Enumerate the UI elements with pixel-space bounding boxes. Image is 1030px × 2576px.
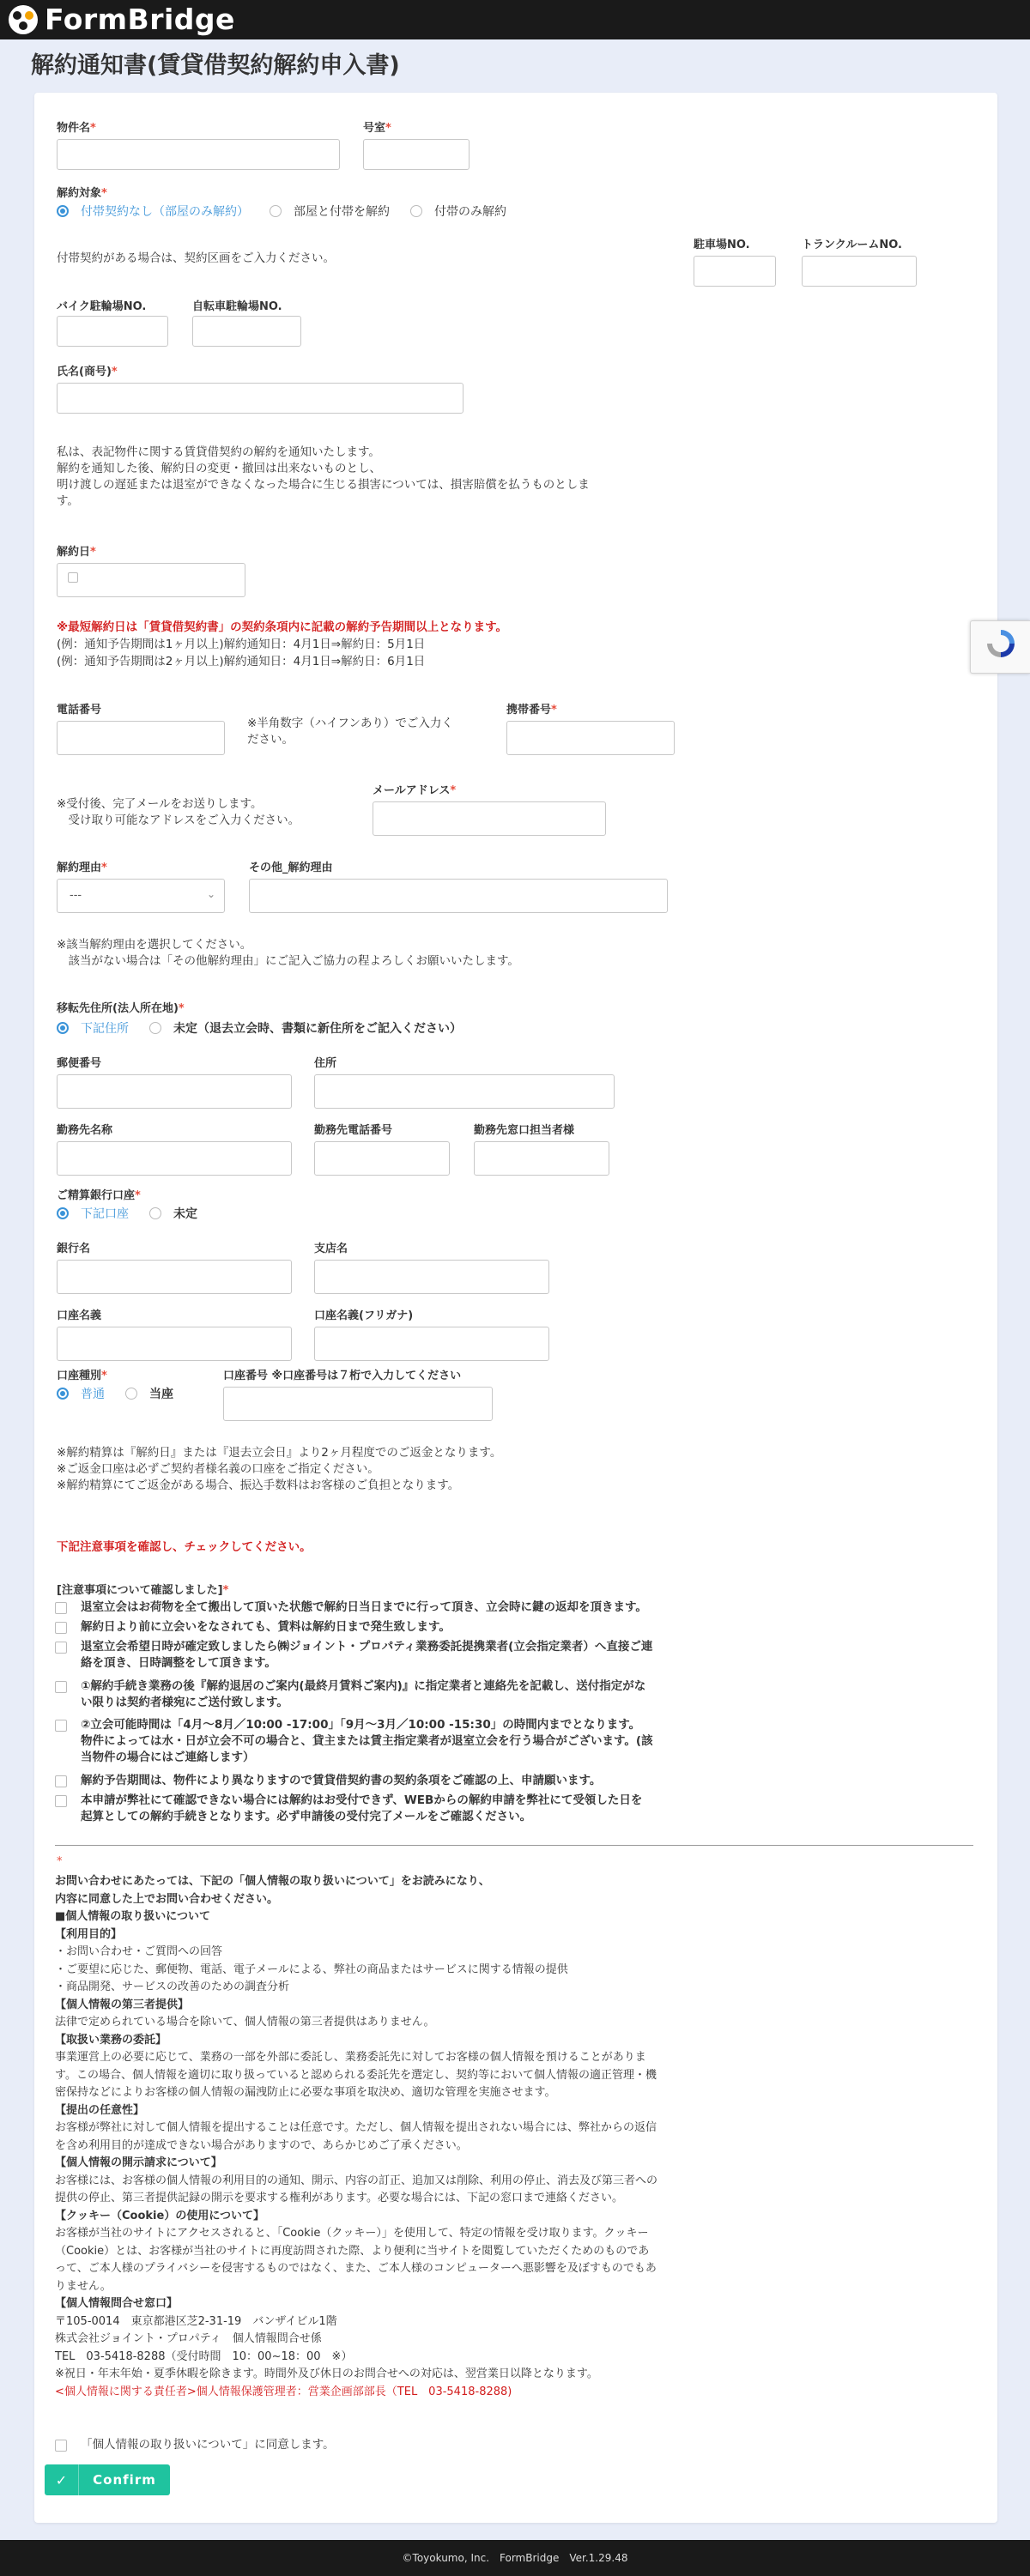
privacy-paragraph: ・お問い合わせ・ご質問への回答 bbox=[55, 1945, 223, 1958]
chevron-down-icon: ⌄ bbox=[206, 888, 215, 900]
trunk-no-input[interactable] bbox=[802, 256, 917, 287]
radio-account-ordinary[interactable]: 普通 bbox=[57, 1385, 105, 1402]
holder-kana-label: 口座名義(フリガナ) bbox=[314, 1309, 414, 1322]
cancel-date-label: 解約日* bbox=[57, 546, 96, 559]
privacy-policy: お問い合わせにあたっては、下記の「個人情報の取り扱いについて」をお読みになり、 内容に同意した上でお問い合わせください。 ■個人情報の取り扱いについて 【利用目的】 ・お問い合わせ・ご質問への回答 ・ご要望に応じた、郵便物、電話、電子メールによる、弊社の商品またはサービスに関する情報の提供 ・商品開発、サービスの改善のための調査分析 【個人情報の第三者提供】 法律で定められている場合を除いて、個人情報の第三者提供はありません。 【取扱い業務の委託】 事業運営上の必要に応じて、業務の一部を外部に委託し、業務委託先に対してお客様の個人情報を預けることがありま す。この場合、個人情報を適切に取り扱っていると認められる委託先を選定し、契約等において個人情報の適正管理・機 密保持などによりお客様の個人情報の漏洩防止に必要な事項を取決め、適切な管理を実施させます。 【提出の任意性】 お客様が弊社に対して個人情報を提出することは任意です。ただし、個人情報を提出されない場合には、弊社からの返信 を含め利用目的が達成できない場合がありますので、あらかじめご了承ください。 【個人情報の開示請求について】 お客様には、お客様の個人情報の利用目的の通知、開示、内容の訂正、追加又は削除、利用の停止、消去及び第三者への 提供の停止、第三者提供記録の開示を要求する権利があります。必要な場合には、下記の窓口まで連絡ください。 【クッキー（Cookie）の使用について】 お客様が当社のサイトにアクセスされると、「Cookie（クッキー）」を使用して、特定の情報を受け取ります。クッキー （Cookie）とは、お客様が当社のサイトに再度訪問された際、より便利に当サイトを閲覧していただくためのものであ って、ご本人様のプライバシーを侵害するものではなく、また、ご本人様のコンピューターへ悪影響を及ぼすものでもあ りません。 【個人情報問合せ窓口】 〒105-0014 東京都港区芝2-31-19 バンザイビル1階 株式会社ジョイント・プロパティ 個人情報問合せ係 TEL 03-5418-8288（受付時間 10：00~18：00 ※） ※祝日・年末年始・夏季休暇を除きます。時間外及び休日のお問合せへの対応は、翌営業日以降となります。 <個人情報に関する責任者>個人情報保護管理者：営業企画部部長（TEL 03-5418-8288) bbox=[55, 1873, 785, 2401]
check-item[interactable]: 解約予告期間は、物件により異なりますので賃貸借契約書の契約条項をご確認の上、申請願います。 bbox=[55, 1773, 601, 1789]
company-label: 勤務先名称 bbox=[57, 1124, 113, 1137]
trunk-no-label: トランクルームNO. bbox=[802, 239, 902, 251]
address-label: 住所 bbox=[314, 1057, 337, 1070]
radio-address-undecided[interactable]: 未定（退去立会時、書類に新住所をご記入ください） bbox=[149, 1019, 462, 1037]
privacy-sections bbox=[55, 1908, 785, 2384]
radio-account-checking[interactable]: 当座 bbox=[125, 1385, 173, 1402]
address-input[interactable] bbox=[314, 1074, 615, 1109]
account-type-radio-group bbox=[57, 1385, 194, 1402]
form-card bbox=[34, 93, 997, 2523]
reason-label: 解約理由* bbox=[57, 862, 107, 874]
reason-select[interactable]: --- ⌄ bbox=[57, 879, 225, 913]
branch-label: 支店名 bbox=[314, 1243, 348, 1255]
privacy-agree-checkbox[interactable]: 「個人情報の取り扱いについて」に同意します。 bbox=[55, 2437, 335, 2453]
privacy-heading: 【利用目的】 bbox=[55, 1927, 123, 1941]
other-reason-input[interactable] bbox=[249, 879, 668, 913]
bank-account-label: ご精算銀行口座* bbox=[57, 1189, 141, 1202]
bike-no-input[interactable] bbox=[57, 316, 168, 347]
bicycle-no-label: 自転車駐輪場NO. bbox=[192, 300, 282, 313]
page-title: 解約通知書(賃貸借契約解約申入書) bbox=[31, 52, 400, 79]
check-item[interactable]: ①解約手続き業務の後『解約退居のご案内(最終月賃料ご案内)』に指定業者と連絡先を記載し、送付指定がな い限りは契約者様宛にご送付致します。 bbox=[55, 1678, 645, 1711]
section-divider bbox=[55, 1845, 973, 1846]
check-item[interactable]: 解約日より前に立会いをなされても、賃料は解約日まで発生致します。 bbox=[55, 1619, 451, 1636]
postal-input[interactable] bbox=[57, 1074, 292, 1109]
company-phone-input[interactable] bbox=[314, 1141, 450, 1176]
check-item[interactable]: 退室立会希望日時が確定致しましたら㈱ジョイント・プロパティ業務委託提携業者(立会指定業者）へ直接ご連 絡を頂き、日時調整をして頂きます。 bbox=[55, 1639, 652, 1672]
company-phone-label: 勤務先電話番号 bbox=[314, 1124, 393, 1137]
bicycle-no-input[interactable] bbox=[192, 316, 301, 347]
privacy-heading: ■個人情報の取り扱いについて bbox=[55, 1910, 211, 1923]
mobile-input[interactable] bbox=[506, 721, 675, 755]
holder-kana-input[interactable] bbox=[314, 1327, 549, 1361]
check-item[interactable]: ②立会可能時間は「4月～8月／10:00 -17:00」「9月～3月／10:00 -15:30」の時間内までとなります。 物件によっては水・日が立会不可の場合と、貸主または賃主指定業者が退室立会を行う場合がございます。(該 当物件の場合にはご連絡します） bbox=[55, 1717, 653, 1766]
radio-bank-undecided[interactable]: 未定 bbox=[149, 1205, 197, 1222]
privacy-paragraph: お客様が弊社に対して個人情報を提出することは任意です。ただし、個人情報を提出されない場合には、弊社からの返信 を含め利用目的が達成できない場合がありますので、あらかじめご了承ください。 bbox=[55, 2121, 657, 2152]
statement-text: 私は、表記物件に関する賃貸借契約の解約を通知いたします。 解約を通知した後、解約日の変更・撤回は出来ないものとし、 明け渡しの遅延または退室ができなくなった場合に生じる損害については、損害賠償を払うものとしま す。 bbox=[57, 445, 590, 508]
deadline-example-2: (例：通知予告期間は2ヶ月以上)解約通知日：4月1日⇒解約日：6月1日 bbox=[57, 655, 426, 668]
privacy-paragraph: お客様には、お客様の個人情報の利用目的の通知、開示、内容の訂正、追加又は削除、利用の停止、消去及び第三者への 提供の停止、第三者提供記録の開示を要求する権利があります。必要な場合には、下記の窓口まで連絡ください。 bbox=[55, 2174, 658, 2204]
mobile-label: 携帯番号* bbox=[506, 704, 557, 717]
phone-label: 電話番号 bbox=[57, 704, 102, 717]
check-warning: 下記注意事項を確認し、チェックしてください。 bbox=[57, 1540, 312, 1554]
parking-no-label: 駐車場NO. bbox=[694, 239, 750, 251]
privacy-heading: 【個人情報問合せ窓口】 bbox=[55, 2297, 179, 2310]
formbridge-logo-icon bbox=[7, 3, 39, 36]
privacy-heading: 【提出の任意性】 bbox=[55, 2103, 145, 2117]
privacy-paragraph: 〒105-0014 東京都港区芝2-31-19 バンザイビル1階 株式会社ジョイント・プロパティ 個人情報問合せ係 TEL 03-5418-8288（受付時間 10：00~18：00 ※） ※祝日・年末年始・夏季休暇を除きます。時間外及び休日のお問合せへの対応は、翌営業日以降となります。 bbox=[55, 2314, 598, 2380]
app-name: FormBridge bbox=[45, 3, 235, 36]
privacy-manager-link[interactable]: <個人情報に関する責任者>個人情報保護管理者：営業企画部部長（TEL 03-5418-8288) bbox=[55, 2385, 512, 2398]
deadline-example-1: (例：通知予告期間は1ヶ月以上)解約通知日：4月1日⇒解約日：5月1日 bbox=[57, 638, 426, 651]
name-input[interactable] bbox=[57, 383, 464, 414]
privacy-heading: 【クッキー（Cookie）の使用について】 bbox=[55, 2209, 265, 2222]
bank-account-radio-group bbox=[57, 1205, 218, 1222]
privacy-paragraph: お客様が当社のサイトにアクセスされると、「Cookie（クッキー）」を使用して、特定の情報を受け取ります。クッキー （Cookie）とは、お客様が当社のサイトに再度訪問された際、より便利に当サイトを閲覧していただくためのものであ って、ご本人様のプライバシーを侵害するものではなく、また、ご本人様のコンピューターへ悪影響を及ぼすものでもあ りません。 bbox=[55, 2227, 657, 2293]
target-label: 解約対象* bbox=[57, 187, 107, 200]
privacy-heading: 【個人情報の第三者提供】 bbox=[55, 1998, 190, 2011]
parking-no-input[interactable] bbox=[694, 256, 776, 287]
cancel-date-input[interactable] bbox=[57, 563, 245, 597]
room-no-input[interactable] bbox=[363, 139, 470, 170]
calendar-icon bbox=[68, 572, 78, 583]
property-name-label: 物件名* bbox=[57, 122, 96, 135]
company-input[interactable] bbox=[57, 1141, 292, 1176]
app-logo[interactable] bbox=[7, 3, 235, 36]
room-no-label: 号室* bbox=[363, 122, 391, 135]
recaptcha-icon[interactable] bbox=[970, 620, 1030, 674]
privacy-paragraph: 法律で定められている場合を除いて、個人情報の第三者提供はありません。 bbox=[55, 2016, 435, 2029]
phone-input[interactable] bbox=[57, 721, 225, 755]
postal-label: 郵便番号 bbox=[57, 1057, 102, 1070]
privacy-paragraph: 事業運営上の必要に応じて、業務の一部を外部に委託し、業務委託先に対してお客様の個人情報を預けることがありま す。この場合、個人情報を適切に取り扱っていると認められる委託先を選定し、契約等において個人情報の適正管理・機 密保持などによりお客様の個人情報の漏洩防止に必要な事項を取決め、適切な管理を実施させます。 bbox=[55, 2051, 657, 2099]
radio-target-room-only[interactable]: 付帯契約なし（部屋のみ解約） bbox=[57, 203, 249, 220]
bike-no-label: バイク駐輪場NO. bbox=[57, 300, 147, 313]
account-no-input[interactable] bbox=[223, 1387, 493, 1421]
privacy-paragraph: ・商品開発、サービスの改善のための調査分析 bbox=[55, 1980, 290, 1993]
deadline-warning: ※最短解約日は「賃貸借契約書」の契約条項内に記載の解約予告期間以上となります。 bbox=[57, 620, 508, 634]
footer: ©Toyokumo, Inc. FormBridge Ver.1.29.48 bbox=[0, 2540, 1030, 2576]
other-reason-label: その他_解約理由 bbox=[249, 862, 333, 874]
account-type-label: 口座種別* bbox=[57, 1370, 107, 1382]
company-contact-label: 勤務先窓口担当者様 bbox=[474, 1124, 575, 1137]
check-item[interactable]: 退室立会はお荷物を全て搬出して頂いた状態で解約日当日までに行って頂き、立会時に鍵の返却を頂きます。 bbox=[55, 1599, 647, 1616]
email-label: メールアドレス* bbox=[373, 784, 457, 797]
radio-target-room-and-attached[interactable]: 部屋と付帯を解約 bbox=[270, 203, 390, 220]
property-name-input[interactable] bbox=[57, 139, 340, 170]
mail-note: ※受付後、完了メールをお送りします。 受け取り可能なアドレスをご入力ください。 bbox=[57, 797, 300, 827]
account-no-label: 口座番号 ※口座番号は７桁で入力してください bbox=[223, 1370, 462, 1382]
bank-name-label: 銀行名 bbox=[57, 1243, 91, 1255]
reason-note: ※該当解約理由を選択してください。 該当がない場合は「その他解約理由」にご記入ご協力の程よろしくお願いいたします。 bbox=[57, 938, 519, 968]
privacy-paragraph: ・ご要望に応じた、郵便物、電話、電子メールによる、弊社の商品またはサービスに関する情報の提供 bbox=[55, 1962, 568, 1976]
email-input[interactable] bbox=[373, 801, 606, 836]
holder-input[interactable] bbox=[57, 1327, 292, 1361]
confirm-button[interactable]: ✓ Confirm bbox=[45, 2464, 170, 2495]
radio-address-below[interactable]: 下記住所 bbox=[57, 1019, 129, 1037]
check-icon: ✓ bbox=[45, 2464, 79, 2495]
radio-bank-below[interactable]: 下記口座 bbox=[57, 1205, 129, 1222]
checks-title: [注意事項について確認しました]* bbox=[57, 1584, 229, 1597]
holder-label: 口座名義 bbox=[57, 1309, 102, 1322]
new-address-label: 移転先住所(法人所在地)* bbox=[57, 1002, 185, 1015]
new-address-radio-group bbox=[57, 1019, 482, 1037]
branch-input[interactable] bbox=[314, 1260, 549, 1294]
required-mark: * bbox=[57, 1855, 63, 1868]
privacy-heading: 【取扱い業務の委託】 bbox=[55, 2033, 167, 2047]
phone-note: ※半角数字（ハイフンあり）でご入力く ださい。 bbox=[247, 717, 453, 747]
privacy-heading: 【個人情報の開示請求について】 bbox=[55, 2156, 222, 2169]
bank-name-input[interactable] bbox=[57, 1260, 292, 1294]
name-label: 氏名(商号)* bbox=[57, 366, 118, 378]
check-item[interactable]: 本申請が弊社にて確認できない場合には解約はお受付できず、WEBからの解約申請を弊社にて受領した日を 起算としての解約手続きとなります。必ず申請後の受付完了メールをご確認ください。 bbox=[55, 1793, 642, 1825]
attach-note: 付帯契約がある場合は、契約区画をご入力ください。 bbox=[57, 251, 335, 265]
company-contact-input[interactable] bbox=[474, 1141, 609, 1176]
radio-target-attached-only[interactable]: 付帯のみ解約 bbox=[410, 203, 506, 220]
refund-note: ※解約精算は『解約日』または『退去立会日』より2ヶ月程度でのご返金となります。 ※ご返金口座は必ずご契約者様名義の口座をご指定ください。 ※解約精算にてご返金がある場合、振込手数料はお客様のご負担となります。 bbox=[57, 1446, 502, 1492]
top-bar bbox=[0, 0, 1030, 39]
target-radio-group bbox=[57, 203, 527, 220]
